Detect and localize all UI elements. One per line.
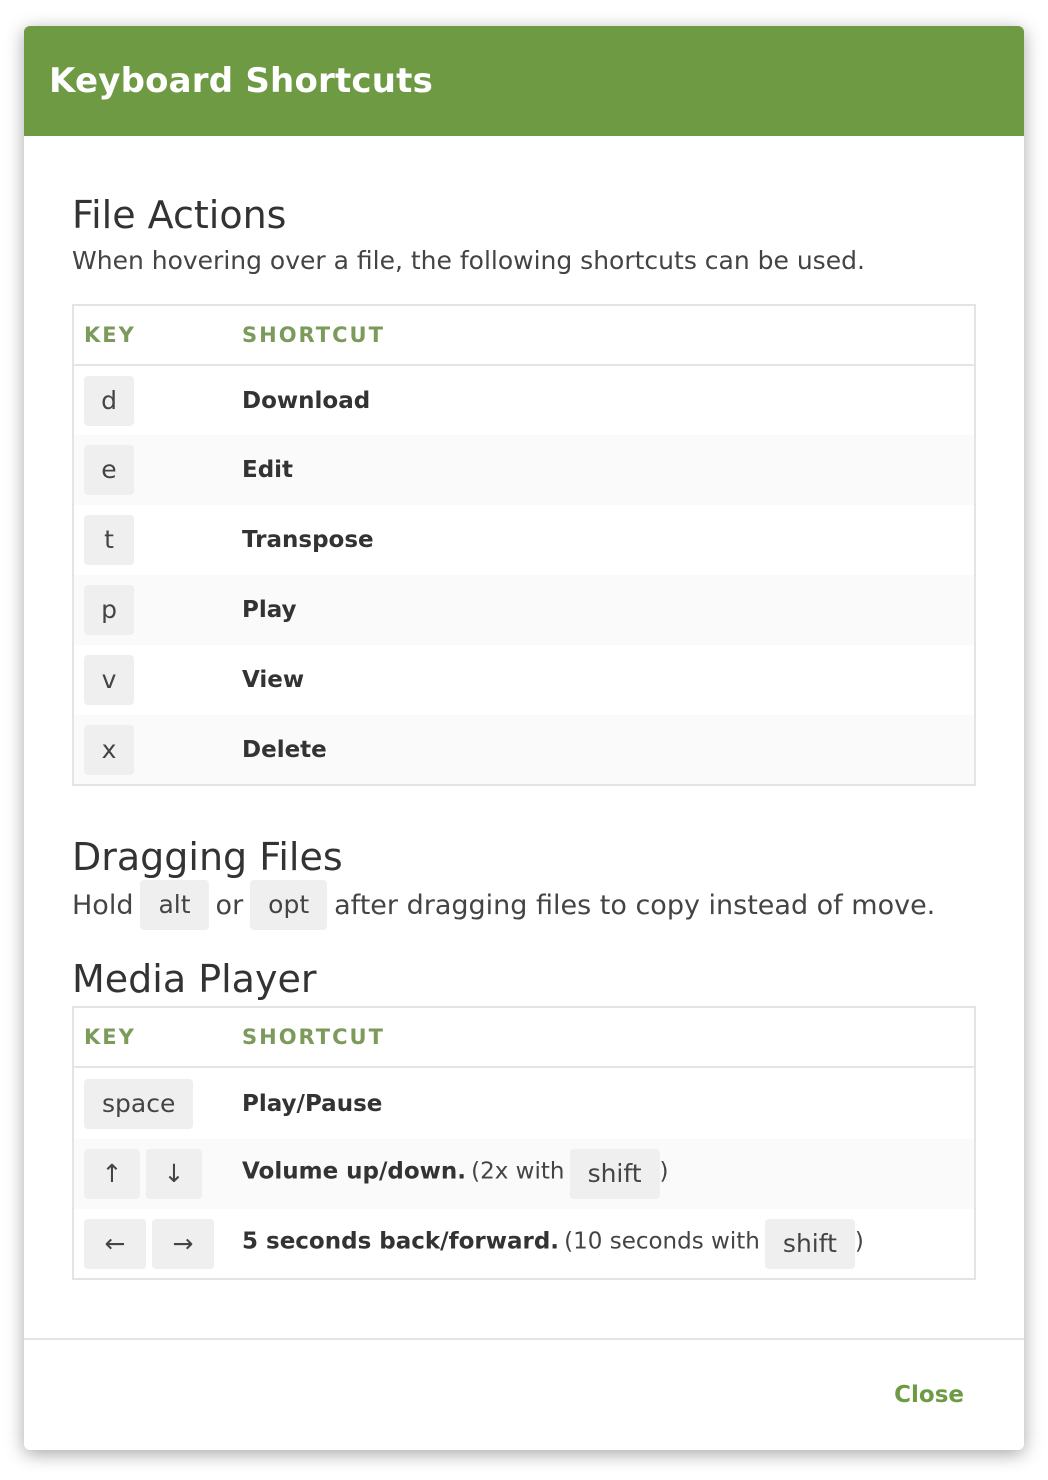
file-actions-table <box>72 304 976 786</box>
shift-key-cap: shift <box>765 1219 855 1269</box>
table-row <box>73 435 975 505</box>
shortcut-label: Edit <box>242 457 294 483</box>
shortcut-note-end: ) <box>854 1228 864 1254</box>
arrow-right-icon: → <box>152 1219 214 1269</box>
key-column-header: KEY <box>73 1007 242 1067</box>
table-row <box>73 365 975 435</box>
shortcut-note: (2x with <box>471 1158 565 1185</box>
shortcut-column-header: SHORTCUT <box>242 1007 975 1067</box>
dragging-text-after: after dragging files to copy instead of move. <box>334 889 936 921</box>
modal-footer <box>24 1338 1024 1450</box>
shortcut-label: Delete <box>242 736 327 763</box>
media-player-table <box>72 1006 976 1280</box>
shortcut-note-end: ) <box>659 1158 669 1185</box>
key-cap: v <box>84 655 134 705</box>
file-actions-title: File Actions <box>72 193 287 237</box>
arrow-down-icon: ↓ <box>146 1149 202 1199</box>
table-row <box>73 715 975 785</box>
keyboard-shortcuts-modal <box>24 26 1024 1450</box>
alt-key-cap: alt <box>140 880 208 930</box>
shortcut-label: Download <box>242 387 371 414</box>
dragging-text-or: or <box>215 889 244 921</box>
table-row <box>73 645 975 715</box>
dragging-files-title: Dragging Files <box>72 835 343 879</box>
key-cap: d <box>84 376 134 426</box>
table-row <box>73 505 975 575</box>
shortcut-label: Volume up/down. <box>242 1158 467 1185</box>
dragging-text-before: Hold <box>72 889 134 921</box>
table-row <box>73 575 975 645</box>
table-row <box>73 1067 975 1139</box>
shortcut-label: Play/Pause <box>242 1090 383 1117</box>
close-button[interactable]: Close <box>894 1382 964 1408</box>
shortcut-label: Transpose <box>242 527 374 553</box>
shift-key-cap: shift <box>570 1149 660 1199</box>
dragging-files-description <box>72 880 976 930</box>
modal-title: Keyboard Shortcuts <box>49 61 434 101</box>
shortcut-label: Play <box>242 597 297 623</box>
arrow-up-icon: ↑ <box>84 1149 140 1199</box>
table-header-row <box>73 305 975 365</box>
key-cap: t <box>84 515 134 565</box>
media-player-title: Media Player <box>72 957 317 1001</box>
table-row <box>73 1209 975 1279</box>
modal-header <box>24 26 1024 136</box>
file-actions-description: When hovering over a file, the following shortcuts can be used. <box>72 246 865 275</box>
table-header-row <box>73 1007 975 1067</box>
arrow-left-icon: ← <box>84 1219 146 1269</box>
modal-body <box>24 136 1024 1338</box>
key-cap: p <box>84 585 134 635</box>
shortcut-column-header: SHORTCUT <box>242 305 975 365</box>
key-cap: e <box>84 445 134 495</box>
key-cap: x <box>84 725 134 775</box>
table-row <box>73 1139 975 1209</box>
opt-key-cap: opt <box>250 880 327 930</box>
key-column-header: KEY <box>73 305 242 365</box>
shortcut-note: (10 seconds with <box>564 1228 760 1254</box>
shortcut-label: View <box>242 667 305 693</box>
shortcut-label: 5 seconds back/forward. <box>242 1228 560 1254</box>
space-key-cap: space <box>84 1079 193 1129</box>
